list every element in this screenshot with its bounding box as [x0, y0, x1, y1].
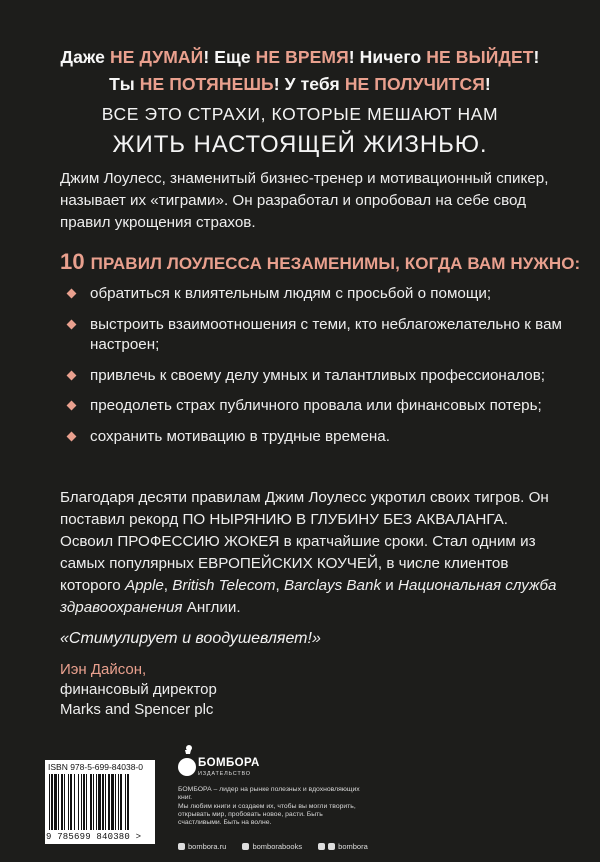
- publisher-socials: [178, 842, 382, 851]
- diamond-bullet-icon: [67, 431, 77, 441]
- barcode-bars: [49, 774, 151, 830]
- intro-paragraph: Джим Лоулесс, знаменитый бизнес-тренер и мотивационный спикер, называет их «тиграми». Он разработал и опробовал на себе свод правил укрощения страхов.: [60, 170, 549, 231]
- list-item: преодолеть страх публичного провала или финансовых потерь;: [64, 396, 564, 417]
- rules-list: [64, 284, 564, 457]
- bombora-logo-icon: [178, 742, 196, 778]
- publisher-subbrand: ИЗДАТЕЛЬСТВО: [198, 771, 251, 777]
- social-vk: bomborabooks: [242, 842, 302, 851]
- rules-title: ПРАВИЛ ЛОУЛЕССА НЕЗАМЕНИМЫ, КОГДА ВАМ НУЖНО:: [90, 254, 581, 273]
- barcode-digits: 9 785699 840380 >: [46, 832, 142, 842]
- fears-line-2: ЖИТЬ НАСТОЯЩЕЙ ЖИЗНЬЮ.: [112, 131, 488, 158]
- author-name: Иэн Дайсон,: [60, 661, 147, 678]
- fears-statement: [0, 102, 600, 162]
- rules-number: 10: [60, 249, 85, 274]
- headline-line-1: Даже НЕ ДУМАЙ! Еще НЕ ВРЕМЯ! Ничего НЕ ВЫЙДЕТ!: [60, 47, 540, 67]
- messenger-icon: [318, 843, 325, 850]
- publisher-brand: БОМБОРА: [198, 757, 260, 769]
- publisher-logo: [178, 742, 308, 782]
- publisher-description: БОМБОРА – лидер на рынке полезных и вдохновляющих книг. Мы любим книги и создаем их, чтобы вы могли творить, открывать мир, пробовать новое, расти. Быть счастливыми. Быть на волне.: [178, 786, 360, 827]
- isbn-label: ISBN 978-5-699-84038-0: [48, 762, 143, 772]
- headline: [0, 44, 600, 98]
- barcode: [45, 760, 155, 844]
- author-position: финансовый директор: [60, 681, 217, 698]
- globe-icon: [178, 843, 185, 850]
- list-item: выстроить взаимоотношения с теми, кто неблагожелательно к вам настроен;: [64, 315, 564, 356]
- list-item: привлечь к своему делу умных и талантливых профессионалов;: [64, 366, 564, 387]
- author-company: Marks and Spencer plc: [60, 701, 214, 718]
- list-item: обратиться к влиятельным людям с просьбой о помощи;: [64, 284, 564, 305]
- telegram-icon: [328, 843, 335, 850]
- diamond-bullet-icon: [67, 401, 77, 411]
- list-item: сохранить мотивацию в трудные времена.: [64, 427, 564, 448]
- diamond-bullet-icon: [67, 370, 77, 380]
- social-messenger: bombora: [318, 842, 368, 851]
- diamond-bullet-icon: [67, 319, 77, 329]
- headline-line-2: Ты НЕ ПОТЯНЕШЬ! У тебя НЕ ПОЛУЧИТСЯ!: [109, 74, 491, 94]
- fears-line-1: ВСЕ ЭТО СТРАХИ, КОТОРЫЕ МЕШАЮТ НАМ: [101, 104, 499, 124]
- social-web: bombora.ru: [178, 842, 226, 851]
- testimonial-quote: «Стимулирует и воодушевляет!»: [60, 630, 321, 647]
- diamond-bullet-icon: [67, 289, 77, 299]
- rules-heading: [60, 249, 580, 275]
- testimonial-author: [60, 660, 217, 720]
- vk-icon: [242, 843, 249, 850]
- story-paragraph: Благодаря десяти правилам Джим Лоулесс укротил своих тигров. Он поставил рекорд ПО НЫРЯНИЮ В ГЛУБИНУ БЕЗ АКВАЛАНГА. Освоил ПРОФЕССИЮ ЖОКЕЯ в кратчайшие сроки. Стал одним из самых популярных ЕВРОПЕЙСКИХ КОУЧЕЙ, в числе клиентов которого Apple, British Telecom, Barclays Bank и Национальная служба здравоохранения Англии.: [60, 489, 557, 616]
